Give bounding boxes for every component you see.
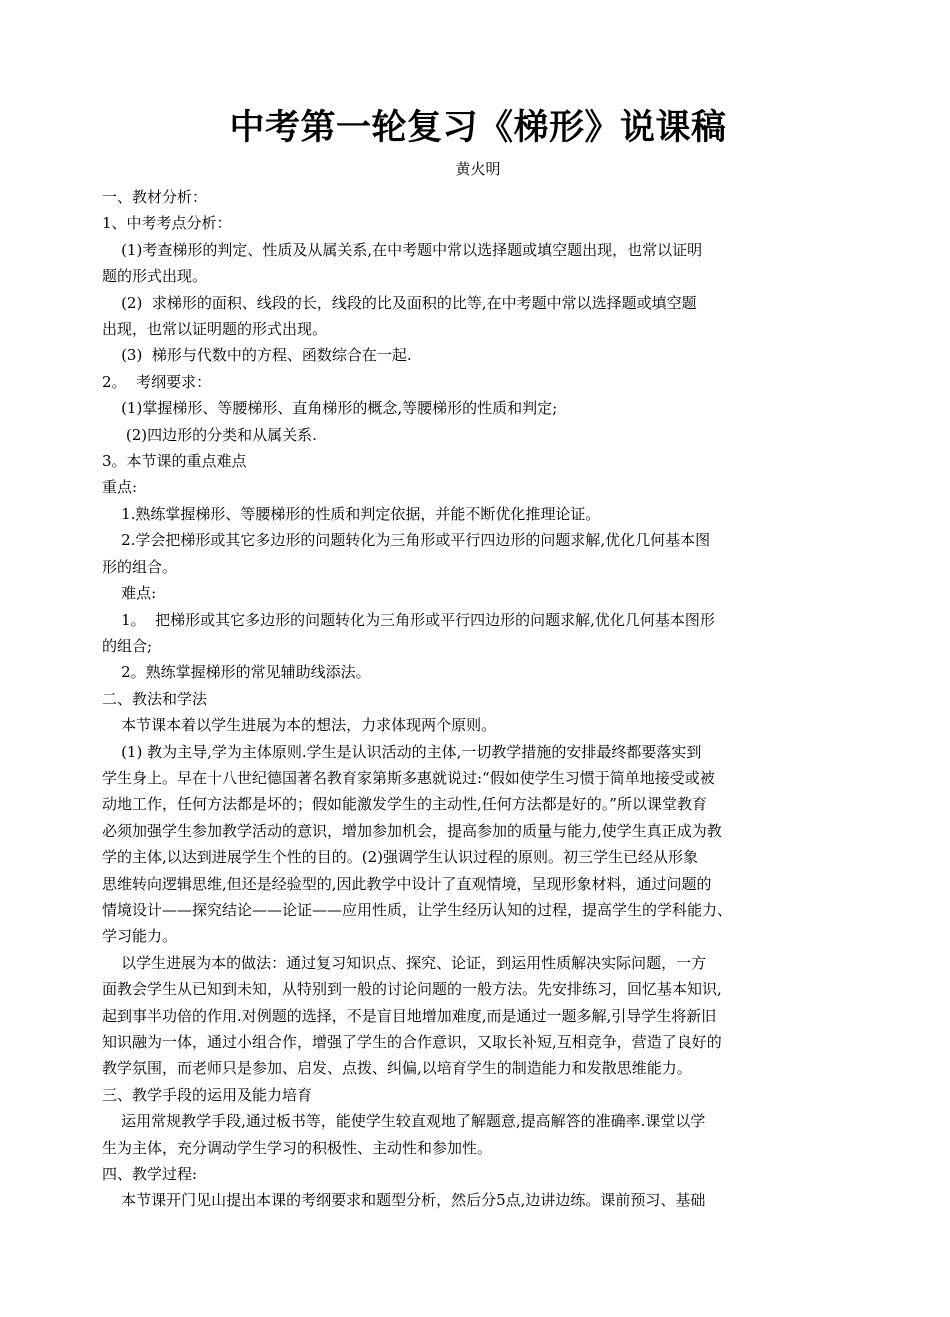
document-body [102, 184, 854, 1214]
text-line: 难点: [102, 584, 157, 603]
text-line: 思维转向逻辑思维,但还是经验型的,因此教学中设计了直观情境，呈现形象材料，通过问题的 [102, 874, 712, 893]
text-line: 三、教学手段的运用及能力培育 [102, 1085, 313, 1104]
text-line: 本节课开门见山提出本课的考纲要求和题型分析，然后分5点,边讲边练。课前预习、基础 [102, 1191, 706, 1210]
text-line: 1.熟练掌握梯形、等腰梯形的性质和判定依据，并能不断优化推理论证。 [102, 504, 601, 523]
text-line: (3) 梯形与代数中的方程、函数综合在一起. [102, 346, 412, 365]
text-line: 知识融为一体，通过小组合作，增强了学生的合作意识，又取长补短,互相竞争，营造了良好的 [102, 1033, 722, 1051]
text-line: 起到事半功倍的作用.对例题的选择，不是盲目地增加难度,而是通过一题多解,引导学生将新旧 [102, 1006, 717, 1025]
text-line: 学生身上。早在十八世纪德国著名教育家第斯多惠就说过:“假如使学生习惯于简单地接受或被 [102, 768, 715, 787]
text-line: 的组合; [102, 636, 153, 655]
text-line: 2。 考纲要求： [102, 372, 212, 391]
text-line: 3。本节课的重点难点 [102, 452, 247, 471]
text-line: 出现，也常以证明题的形式出现。 [102, 320, 328, 339]
author-name: 黄火明 [455, 160, 501, 178]
text-line: 情境设计——探究结论——论证——应用性质，让学生经历认知的过程，提高学生的学科能力、 [102, 900, 733, 919]
text-line: 重点: [102, 478, 138, 497]
text-line: 1。 把梯形或其它多边形的问题转化为三角形或平行四边形的问题求解,优化几何基本图形 [102, 610, 715, 629]
text-line: 形的组合。 [102, 557, 178, 576]
text-line: 学习能力。 [102, 927, 178, 946]
text-line: 本节课本着以学生进展为本的想法，力求体现两个原则。 [102, 716, 497, 735]
text-line: 面教会学生从已知到未知，从特别到一般的讨论问题的一般方法。先安排练习，回忆基本知识, [102, 980, 722, 999]
text-line: 题的形式出现。 [102, 267, 208, 286]
text-line: 一、教材分析： [102, 188, 208, 206]
text-line: (1)考查梯形的判定、性质及从属关系,在中考题中常以选择题或填空题出现，也常以证明 [102, 240, 703, 259]
text-line: 二、教法和学法 [102, 689, 208, 708]
text-line: (2)四边形的分类和从属关系. [102, 425, 317, 444]
text-line: 2。熟练掌握梯形的常见辅助线添法。 [102, 663, 371, 682]
text-line: 四、教学过程: [102, 1165, 198, 1184]
text-line: 2.学会把梯形或其它多边形的问题转化为三角形或平行四边形的问题求解,优化几何基本图 [102, 531, 711, 550]
text-line: 学的主体,以达到进展学生个性的目的。(2)强调学生认识过程的原则。初三学生已经从形象 [102, 848, 699, 867]
text-line: (2) 求梯形的面积、线段的长，线段的比及面积的比等,在中考题中常以选择题或填空题 [102, 293, 697, 312]
text-line: (1) 教为主导,学为主体原则.学生是认识活动的主体,一切教学措施的安排最终都要落实到 [102, 742, 702, 761]
text-line: 1、中考考点分析： [102, 214, 232, 233]
text-line: (1)掌握梯形、等腰梯形、直角梯形的概念,等腰梯形的性质和判定; [102, 399, 558, 418]
text-line: 以学生进展为本的做法：通过复习知识点、探究、论证，到运用性质解决实际问题，一方 [102, 953, 707, 972]
text-line: 生为主体，充分调动学生学习的积极性、主动性和参加性。 [102, 1138, 493, 1157]
text-line: 教学氛围，而老师只是参加、启发、点拨、纠偏,以培育学生的制造能力和发散思维能力。 [102, 1059, 692, 1078]
text-line: 运用常规教学手段,通过板书等，能使学生较直观地了解题意,提高解答的准确率.课堂以学 [102, 1112, 706, 1131]
text-line: 动地工作，任何方法都是坏的；假如能激发学生的主动性,任何方法都是好的。”所以课堂教育 [102, 795, 707, 814]
document-title: 中考第一轮复习《梯形》说课稿 [229, 107, 727, 148]
text-line: 必须加强学生参加教学活动的意识，增加参加机会，提高参加的质量与能力,使学生真正成为教 [102, 821, 722, 840]
